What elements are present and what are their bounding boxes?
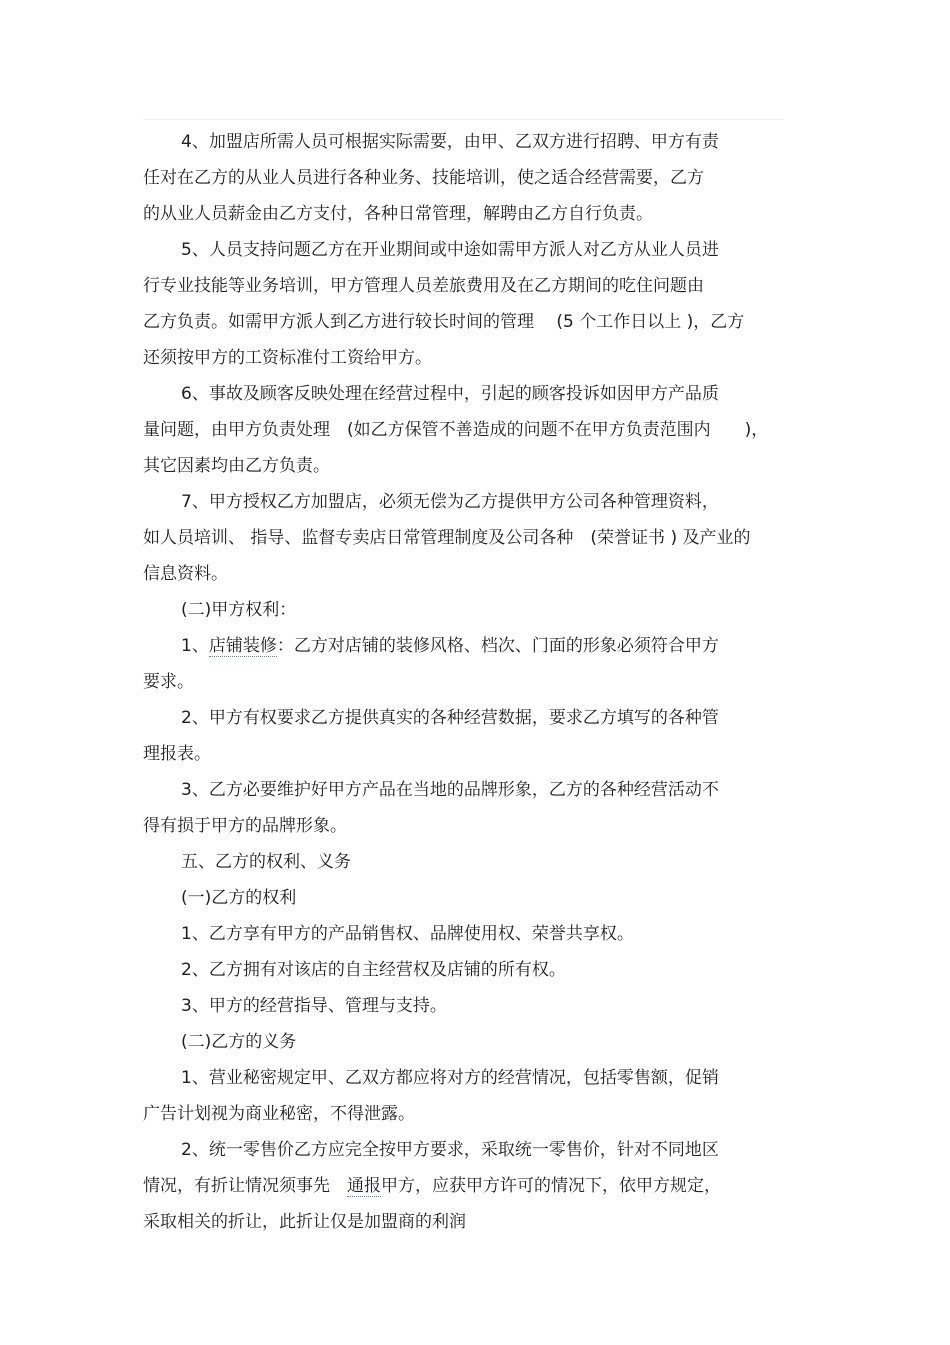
paragraph-line [143, 628, 784, 664]
line-text: (二)乙方的义务 [181, 1032, 297, 1052]
paragraph-line [143, 196, 784, 232]
inline-link[interactable]: 店铺装修 [208, 636, 277, 656]
paragraph-line [143, 1060, 784, 1096]
line-text: 任对在乙方的从业人员进行各种业务、技能培训，使之适合经营需要，乙方 [143, 168, 704, 188]
line-text: 2、甲方有权要求乙方提供真实的各种经营数据，要求乙方填写的各种管 [181, 708, 719, 728]
line-text: 2、乙方拥有对该店的自主经营权及店铺的所有权。 [181, 960, 566, 980]
line-text: 其它因素均由乙方负责。 [143, 456, 330, 476]
paragraph-line [143, 520, 784, 556]
paragraph-line [143, 340, 784, 376]
paragraph-line [143, 1024, 784, 1060]
line-text: 情况，有折让情况须事先 [143, 1176, 347, 1196]
paragraph-line [143, 592, 784, 628]
paragraph-line [143, 160, 784, 196]
paragraph-line [143, 304, 784, 340]
paragraph-line [143, 1168, 784, 1204]
paragraph-line [143, 124, 784, 160]
paragraph-line [143, 736, 784, 772]
paragraph-line [143, 664, 784, 700]
line-text: 7、甲方授权乙方加盟店，必须无偿为乙方提供甲方公司各种管理资料， [181, 492, 719, 512]
line-text: 采取相关的折让，此折让仅是加盟商的利润 [143, 1212, 466, 1232]
line-text: 乙方负责。如需甲方派人到乙方进行较长时间的管理 (5 个工作日以上 )，乙方 [143, 312, 745, 332]
line-text: ：乙方对店铺的装修风格、档次、门面的形象必须符合甲方 [276, 636, 719, 656]
line-text: (二)甲方权利： [181, 600, 297, 620]
paragraph-line [143, 484, 784, 520]
paragraph-line [143, 1132, 784, 1168]
line-text: 3、甲方的经营指导、管理与支持。 [181, 996, 447, 1016]
line-text: 4、加盟店所需人员可根据实际需要，由甲、乙双方进行招聘、甲方有责 [181, 132, 719, 152]
paragraph-line [143, 916, 784, 952]
line-text: 广告计划视为商业秘密，不得泄露。 [143, 1104, 415, 1124]
paragraph-line [143, 844, 784, 880]
line-text: 行专业技能等业务培训，甲方管理人员差旅费用及在乙方期间的吃住问题由 [143, 276, 704, 296]
paragraph-line [143, 448, 784, 484]
paragraph-line [143, 880, 784, 916]
paragraph-line [143, 772, 784, 808]
paragraph-line [143, 988, 784, 1024]
line-text: 5、人员支持问题乙方在开业期间或中途如需甲方派人对乙方从业人员进 [181, 240, 719, 260]
line-text: 甲方，应获甲方许可的情况下，依甲方规定， [381, 1176, 721, 1196]
line-text: 理报表。 [143, 744, 211, 764]
paragraph-line [143, 700, 784, 736]
line-text: 信息资料。 [143, 564, 228, 584]
line-text: 6、事故及顾客反映处理在经营过程中，引起的顾客投诉如因甲方产品质 [181, 384, 719, 404]
paragraph-line [143, 556, 784, 592]
line-text: 1、乙方享有甲方的产品销售权、品牌使用权、荣誉共享权。 [181, 924, 634, 944]
paragraph-line [143, 808, 784, 844]
paragraph-line [143, 232, 784, 268]
line-text: 2、统一零售价乙方应完全按甲方要求，采取统一零售价，针对不同地区 [181, 1140, 719, 1160]
line-text: 1、营业秘密规定甲、乙双方都应将对方的经营情况，包括零售额，促销 [181, 1068, 719, 1088]
line-text: 五、乙方的权利、义务 [181, 852, 351, 872]
line-text: 的从业人员薪金由乙方支付，各种日常管理，解聘由乙方自行负责。 [143, 204, 653, 224]
paragraph-line [143, 1096, 784, 1132]
paragraph-line [143, 412, 784, 448]
header-divider [143, 119, 784, 120]
line-text: 1、 [181, 636, 209, 656]
paragraph-line [143, 1204, 784, 1240]
document-body [143, 124, 784, 1240]
line-text: 得有损于甲方的品牌形象。 [143, 816, 347, 836]
inline-link[interactable]: 通报 [347, 1176, 381, 1196]
line-text: 要求。 [143, 672, 194, 692]
line-text: 还须按甲方的工资标准付工资给甲方。 [143, 348, 432, 368]
line-text: 量问题，由甲方负责处理 (如乙方保管不善造成的问题不在甲方负责范围内 )， [143, 420, 769, 440]
paragraph-line [143, 268, 784, 304]
paragraph-line [143, 952, 784, 988]
line-text: 如人员培训、 指导、监督专卖店日常管理制度及公司各种 (荣誉证书 ) 及产业的 [143, 528, 751, 548]
paragraph-line [143, 376, 784, 412]
line-text: 3、乙方必要维护好甲方产品在当地的品牌形象，乙方的各种经营活动不 [181, 780, 719, 800]
line-text: (一)乙方的权利 [181, 888, 297, 908]
